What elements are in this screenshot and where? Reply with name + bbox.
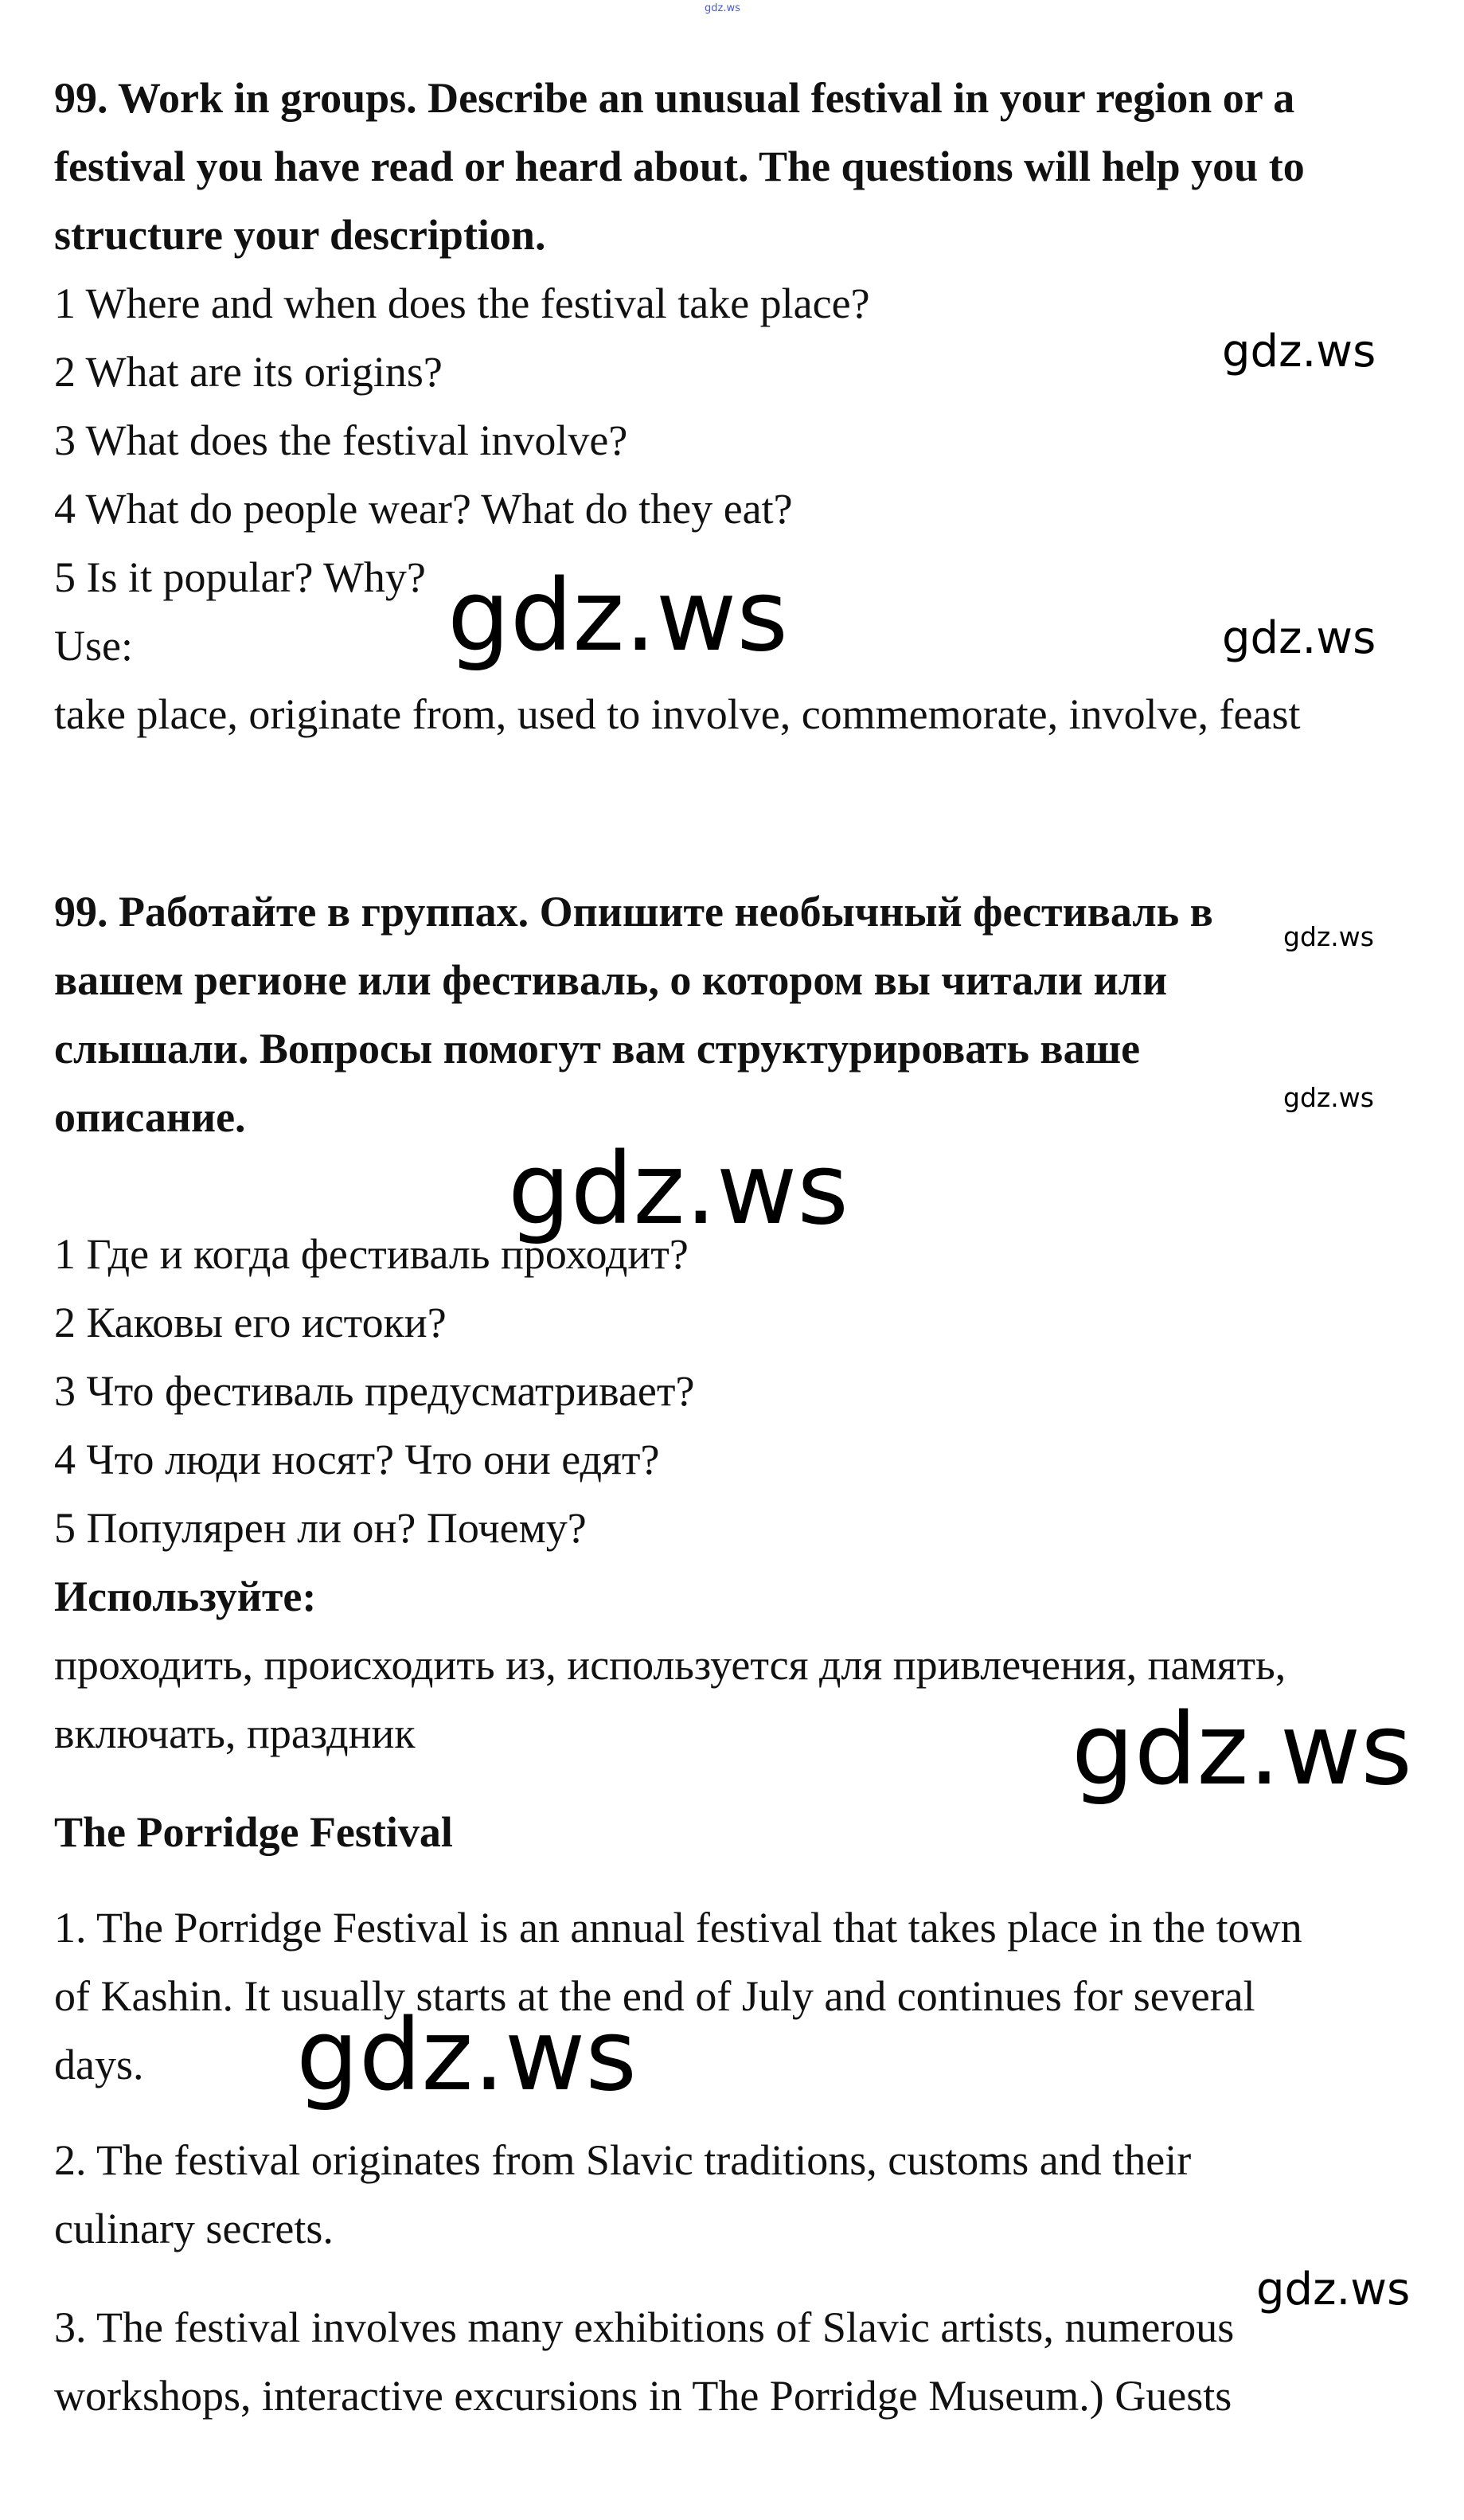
answer-line-4: 2. The festival originates from Slavic traditions, customs and their (54, 2136, 1192, 2184)
answer-line-3: days. (54, 2041, 144, 2088)
answer-line-7: workshops, interactive excursions in The Porridge Museum.) Guests (54, 2372, 1232, 2420)
english-question-4: 4 What do people wear? What do they eat? (54, 485, 793, 533)
watermark-5: gdz.ws (1283, 1082, 1374, 1113)
russian-question-3: 3 Что фестиваль предусматривает? (54, 1367, 695, 1415)
english-heading-line-3: structure your description. (54, 211, 546, 259)
answer-line-2: of Kashin. It usually starts at the end of July and continues for several (54, 1972, 1255, 2020)
russian-use-words-line-2: включать, праздник (54, 1709, 416, 1757)
russian-heading-line-2: вашем регионе или фестиваль, о котором вы читали или (54, 956, 1168, 1004)
answer-line-1: 1. The Porridge Festival is an annual festival that takes place in the town (54, 1904, 1302, 1952)
answer-title: The Porridge Festival (54, 1808, 453, 1856)
watermark-1: gdz.ws (1222, 326, 1376, 377)
watermark-8: gdz.ws (296, 1998, 637, 2113)
russian-heading-line-1: 99. Работайте в группах. Опишите необычный фестиваль в (54, 888, 1213, 936)
russian-use-label: Используйте: (54, 1573, 317, 1620)
english-question-3: 3 What does the festival involve? (54, 416, 628, 464)
watermark-4: gdz.ws (1283, 921, 1374, 952)
english-question-2: 2 What are its origins? (54, 348, 443, 396)
english-use-words: take place, originate from, used to involve, commemorate, involve, feast (54, 690, 1301, 738)
watermark-3: gdz.ws (1222, 612, 1376, 664)
watermark-top: gdz.ws (705, 2, 740, 14)
english-question-5: 5 Is it popular? Why? (54, 553, 426, 601)
russian-question-5: 5 Популярен ли он? Почему? (54, 1504, 587, 1552)
watermark-7: gdz.ws (1072, 1693, 1412, 1807)
english-heading-line-2: festival you have read or heard about. The questions will help you to (54, 143, 1305, 190)
answer-line-6: 3. The festival involves many exhibitions of Slavic artists, numerous (54, 2303, 1235, 2351)
english-question-1: 1 Where and when does the festival take place? (54, 279, 870, 327)
english-use-label: Use: (54, 622, 133, 670)
watermark-2: gdz.ws (447, 559, 788, 674)
answer-line-5: culinary secrets. (54, 2205, 334, 2252)
watermark-9: gdz.ws (1256, 2264, 1411, 2315)
english-heading-line-1: 99. Work in groups. Describe an unusual festival in your region or a (54, 74, 1295, 122)
russian-heading-line-3: слышали. Вопросы помогут вам структурировать ваше (54, 1025, 1141, 1072)
watermark-6: gdz.ws (508, 1132, 849, 1247)
russian-question-1: 1 Где и когда фестиваль проходит? (54, 1230, 689, 1278)
russian-question-4: 4 Что люди носят? Что они едят? (54, 1436, 660, 1483)
russian-heading-line-4: описание. (54, 1093, 246, 1141)
russian-use-words-line-1: проходить, происходить из, используется для привлечения, память, (54, 1641, 1286, 1689)
russian-question-2: 2 Каковы его истоки? (54, 1299, 447, 1346)
